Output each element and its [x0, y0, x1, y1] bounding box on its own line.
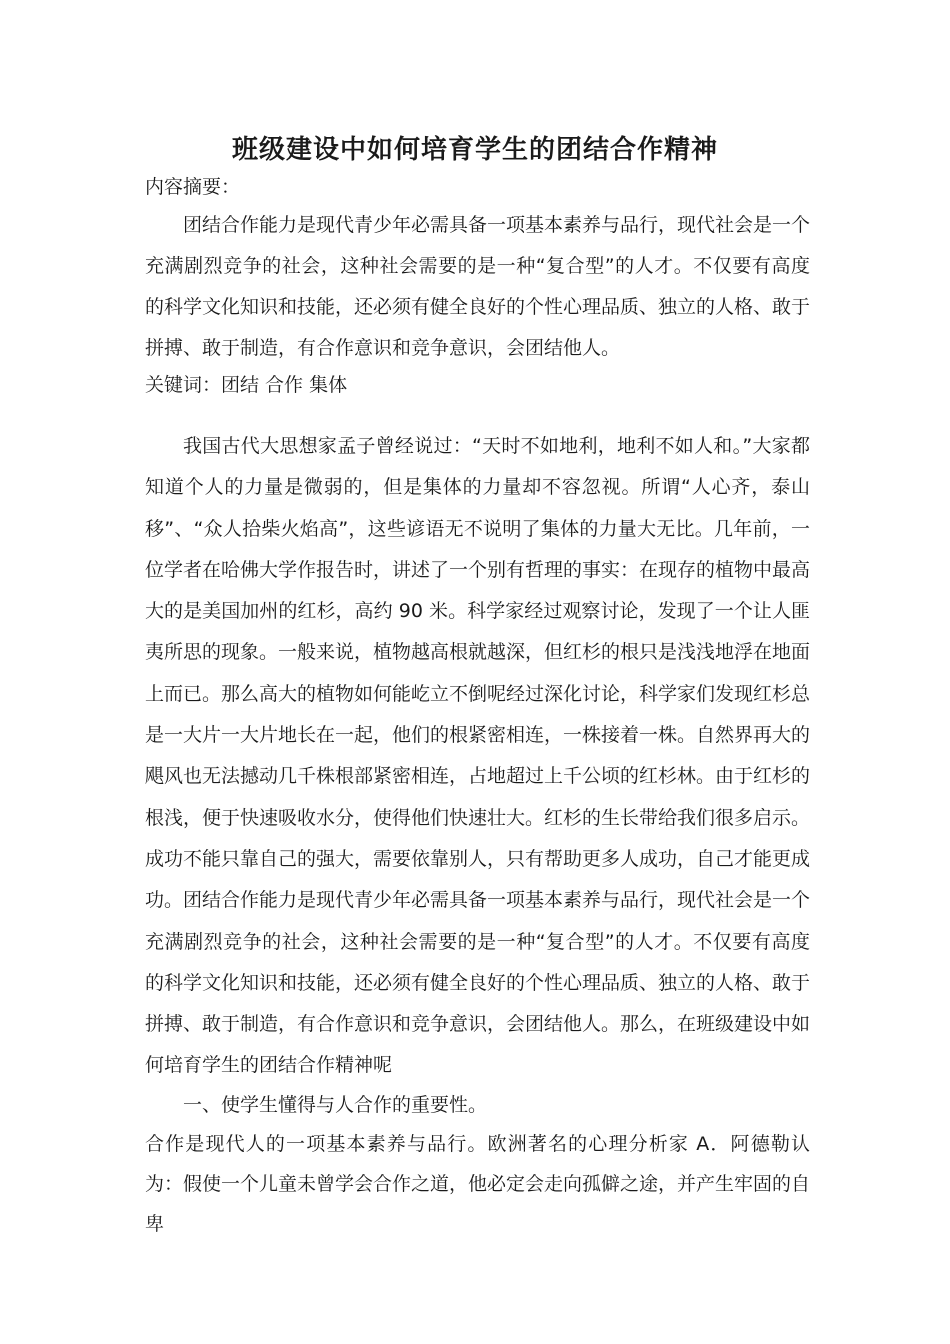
section-heading: 一、使学生懂得与人合作的重要性。 [183, 1094, 488, 1116]
body-paragraph: 我国古代大思想家孟子曾经说过：“天时不如地利，地利不如人和。”大家都知道个人的力量是微弱的，但是集体的力量却不容忽视。所谓“人心齐，泰山移”、“众人拾柴火焰高”，这些谚语无不说明了集体的力量大无比。几年前，一位学者在哈佛大学作报告时，讲述了一个别有哲理的事实：在现存的植物中最高大的是美国加州的红杉，高约 90 米。科学家经过观察讨论，发现了一个让人匪夷所思的现象。一般来说，植物越高根就越深，但红杉的根只是浅浅地浮在地面上而已。那么高大的植物如何能屹立不倒呢经过深化讨论，科学家们发现红杉总是一大片一大片地长在一起，他们的根紧密相连，一株接着一株。自然界再大的飓风也无法撼动几千株根部紧密相连，占地超过上千公顷的红杉林。由于红杉的根浅，便于快速吸收水分，使得他们快速壮大。红杉的生长带给我们很多启示。成功不能只靠自己的强大，需要依靠别人，只有帮助更多人成功，自己才能更成功。团结合作能力是现代青少年必需具备一项基本素养与品行，现代社会是一个充满剧烈竞争的社会，这种社会需要的是一种“复合型”的人才。不仅要有高度的科学文化知识和技能，还必须有健全良好的个性心理品质、独立的人格、敢于拼搏、敢于制造，有合作意识和竞争意识，会团结他人。那么，在班级建设中如何培育学生的团结合作精神呢 [145, 435, 811, 1077]
keywords-line: 关键词：团结 合作 集体 [145, 374, 348, 396]
abstract-paragraph: 团结合作能力是现代青少年必需具备一项基本素养与品行，现代社会是一个充满剧烈竞争的社会，这种社会需要的是一种“复合型”的人才。不仅要有高度的科学文化知识和技能，还必须有健全良好的个性心理品质、独立的人格、敢于拼搏、敢于制造，有合作意识和竞争意识，会团结他人。 [145, 214, 811, 359]
section-paragraph: 合作是现代人的一项基本素养与品行。欧洲著名的心理分析家 A．阿德勒认为：假使一个儿童未曾学会合作之道，他必定会走向孤僻之途，并产生牢固的自卑 [145, 1133, 811, 1235]
abstract-label: 内容摘要： [145, 176, 241, 198]
document-title: 班级建设中如何培育学生的团结合作精神 [231, 135, 718, 165]
